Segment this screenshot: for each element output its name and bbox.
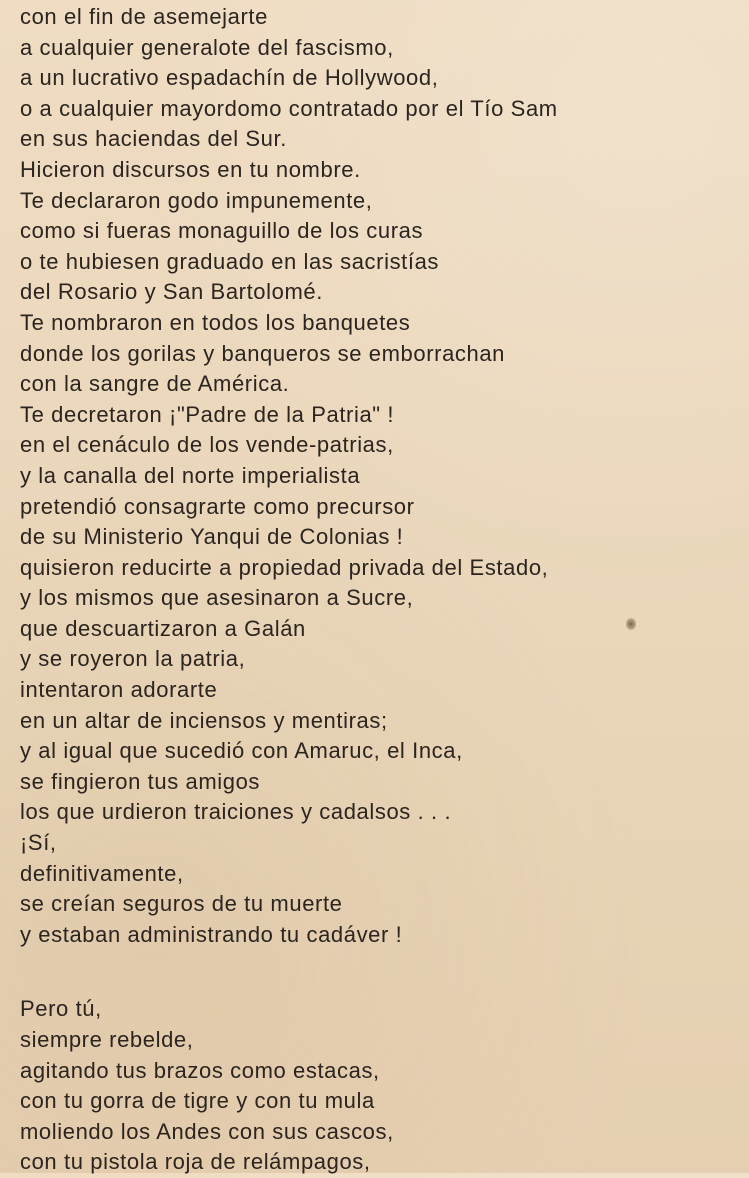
stanza-break: [20, 950, 739, 994]
stanza-1: [20, 2, 739, 950]
poem-line: ¡Sí,: [20, 830, 57, 856]
poem-line: y estaban administrando tu cadáver !: [20, 921, 403, 947]
stanza-2: [20, 994, 739, 1178]
poem-line: moliendo los Andes con sus cascos,: [20, 1118, 394, 1144]
poem-line: del Rosario y San Bartolomé.: [20, 279, 323, 305]
poem-line: en el cenáculo de los vende-patrias,: [20, 432, 394, 458]
poem-line: los que urdieron traiciones y cadalsos . . .: [20, 799, 452, 825]
poem-line: Te nombraron en todos los banquetes: [20, 309, 411, 335]
poem-line: intentaron adorarte: [20, 677, 218, 703]
poem-line: en un altar de inciensos y mentiras;: [20, 707, 388, 733]
poem-line: Te declararon godo impunemente,: [20, 187, 373, 213]
poem-line: quisieron reducirte a propiedad privada del Estado,: [20, 554, 549, 580]
poem-line: con tu pistola roja de relámpagos,: [20, 1149, 371, 1175]
poem-line: y los mismos que asesinaron a Sucre,: [20, 585, 414, 611]
poem-line: y al igual que sucedió con Amaruc, el Inca,: [20, 738, 463, 764]
poem-line: donde los gorilas y banqueros se emborrachan: [20, 340, 506, 366]
poem-line: a un lucrativo espadachín de Hollywood,: [20, 65, 439, 91]
poem-line: con tu gorra de tigre y con tu mula: [20, 1088, 375, 1114]
poem-line: a cualquier generalote del fascismo,: [20, 34, 394, 60]
poem-line: que descuartizaron a Galán: [20, 615, 306, 641]
poem-line: o te hubiesen graduado en las sacristías: [20, 248, 440, 274]
poem-line: se creían seguros de tu muerte: [20, 891, 343, 917]
poem-line: Pero tú,: [20, 996, 102, 1022]
paper-stain-mark: [626, 618, 636, 630]
poem-line: y se royeron la patria,: [20, 646, 246, 672]
poem-line: siempre rebelde,: [20, 1027, 194, 1052]
poem-line: y la canalla del norte imperialista: [20, 462, 361, 488]
poem-line: agitando tus brazos como estacas,: [20, 1057, 380, 1083]
poem-line: como si fueras monaguillo de los curas: [20, 218, 424, 244]
poem-line: con la sangre de América.: [20, 371, 290, 397]
poem-line: en sus haciendas del Sur.: [20, 126, 287, 152]
poem-line: o a cualquier mayordomo contratado por el Tío Sam: [20, 95, 558, 121]
poem-line: pretendió consagrarte como precursor: [20, 493, 415, 519]
poem-line: Hicieron discursos en tu nombre.: [20, 156, 361, 182]
poem-line: definitivamente,: [20, 860, 184, 886]
poem-line: Te decretaron ¡"Padre de la Patria" !: [20, 401, 395, 427]
poem-line: de su Ministerio Yanqui de Colonias !: [20, 524, 404, 550]
poem-line: con el fin de asemejarte: [20, 4, 268, 29]
poem-text: [20, 2, 739, 1178]
poem-line: se fingieron tus amigos: [20, 768, 261, 794]
